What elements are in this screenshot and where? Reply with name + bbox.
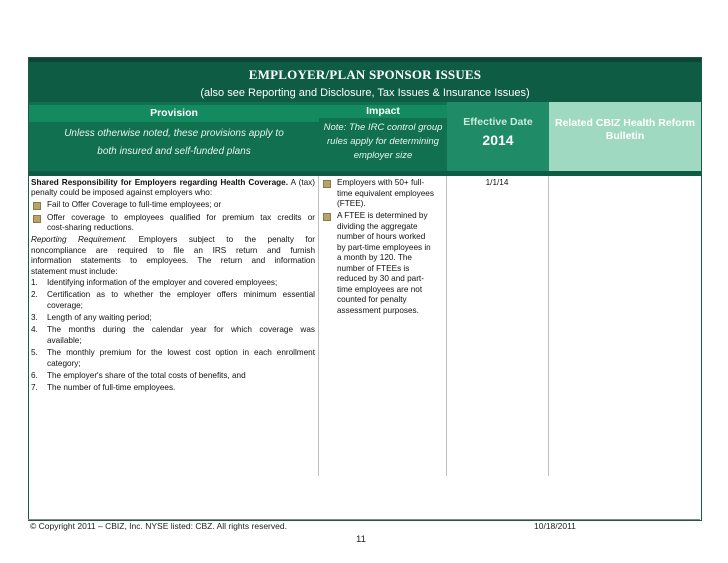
related-bulletin-cell: [549, 176, 701, 476]
page-number: 11: [356, 534, 366, 545]
impact-bullet-2-line-9: counted for penalty: [337, 295, 407, 304]
impact-bullet-1-line-1: Employers with 50+ full-: [337, 178, 425, 187]
impact-note-2: rules apply for determining: [327, 136, 439, 147]
item-4-line-2: available;: [47, 335, 82, 345]
impact-bullet-2-line-4: by part-time employees in: [337, 242, 431, 252]
impact-bullet-2-line-5: a month by 120. The: [337, 253, 412, 262]
related-bulletin-label-1: Related CBIZ Health Reform: [554, 117, 696, 129]
item-number: 2.: [31, 290, 38, 299]
provision-note-1: Unless otherwise noted, these provisions apply to: [64, 128, 284, 139]
effective-date-label: Effective Date: [463, 116, 533, 128]
reporting-line-3: information statements to employees. The return and information: [31, 256, 315, 265]
item-2-line-2: coverage;: [47, 300, 83, 310]
impact-note-1: Note: The IRC control group: [323, 122, 443, 133]
bullet-square-icon: [33, 202, 41, 210]
impact-bullet-2-line-8: time employees are not: [337, 284, 423, 294]
footer-divider: [28, 519, 700, 520]
item-6-line-1: The employer's share of the total costs of benefits, and: [47, 371, 246, 380]
item-2-line-1: Certification as to whether the employer offers minimum essential: [47, 290, 315, 299]
footer-copyright: © Copyright 2011 – CBIZ, Inc. NYSE listed: CBZ. All rights reserved.: [30, 521, 287, 531]
provision-heading: Shared Responsibility for Employers regarding Health Coverage.: [31, 178, 289, 187]
item-1-line-1: Identifying information of the employer and covered employees;: [47, 278, 278, 287]
item-number: 6.: [31, 371, 38, 380]
impact-header: [319, 102, 447, 171]
footer-date: 10/18/2011: [534, 521, 576, 531]
provision-bullet-1: Fail to Offer Coverage to full-time employees; or: [47, 200, 222, 209]
bullet-square-icon: [33, 215, 41, 223]
reporting-line-2: noncompliance are required to file an IRS return and furnish: [31, 245, 315, 255]
item-number: 4.: [31, 325, 38, 334]
issues-table: [28, 57, 702, 521]
item-number: 3.: [31, 313, 38, 322]
reporting-line-4: statement must include:: [31, 266, 118, 276]
item-5-line-1: The monthly premium for the lowest cost option in each enrollment: [47, 348, 315, 357]
related-bulletin-header: [549, 102, 701, 171]
item-number: 1.: [31, 278, 38, 287]
provision-bullet-2-line-2: cost-sharing reductions.: [47, 223, 134, 232]
item-7-line-1: The number of full-time employees.: [47, 383, 176, 392]
impact-label: Impact: [366, 105, 400, 117]
item-3-line-1: Length of any waiting period;: [47, 313, 152, 322]
item-5-line-2: category;: [47, 358, 81, 368]
effective-date-header: [447, 102, 549, 171]
effective-date-cell: [447, 176, 549, 476]
bullet-square-icon: [323, 180, 331, 188]
impact-bullet-2-line-1: A FTEE is determined by: [337, 211, 428, 220]
provision-note-2: both insured and self-funded plans: [97, 146, 251, 157]
impact-bullet-2-line-3: number of hours worked: [337, 232, 426, 241]
impact-bullet-1-line-3: (FTEE).: [337, 199, 366, 208]
reporting-line-1: [31, 235, 315, 245]
reporting-text-1: Employers subject to the penalty for: [138, 235, 315, 244]
impact-bullet-2-line-6: number of FTEEs is: [337, 263, 410, 273]
impact-bullet-2-line-10: assessment purposes.: [337, 305, 419, 315]
provision-cell: [29, 176, 319, 476]
effective-year: 2014: [482, 132, 514, 148]
item-number: 5.: [31, 348, 38, 357]
page-title: EMPLOYER/PLAN SPONSOR ISSUES: [248, 67, 482, 82]
impact-cell: [319, 176, 447, 476]
reporting-label: Reporting Requirement.: [31, 235, 128, 244]
impact-bullet-2-line-7: reduced by 30 and part-: [337, 274, 424, 283]
provision-intro-line-2: penalty could be imposed against employers who:: [31, 188, 213, 197]
bullet-square-icon: [323, 213, 331, 221]
impact-bullet-2-line-2: dividing the aggregate: [337, 221, 418, 231]
item-4-line-1: The months during the calendar year for which coverage was: [47, 325, 315, 334]
impact-note-3: employer size: [353, 150, 413, 161]
title-bar: [29, 58, 701, 102]
provision-header: [29, 102, 319, 171]
related-bulletin-label-2: Bulletin: [605, 130, 645, 142]
provision-intro-tail: A (tax): [290, 178, 316, 187]
provision-intro-line-1: [31, 178, 315, 188]
effective-date-value: 1/1/14: [485, 178, 509, 187]
provision-label: Provision: [150, 107, 198, 119]
impact-bullet-1-line-2: time equivalent employees: [337, 188, 434, 198]
provision-bullet-2-line-1: Offer coverage to employees qualified for premium tax credits or: [47, 213, 315, 222]
item-number: 7.: [31, 383, 38, 392]
page-subtitle: (also see Reporting and Disclosure, Tax Issues & Insurance Issues): [200, 87, 530, 99]
